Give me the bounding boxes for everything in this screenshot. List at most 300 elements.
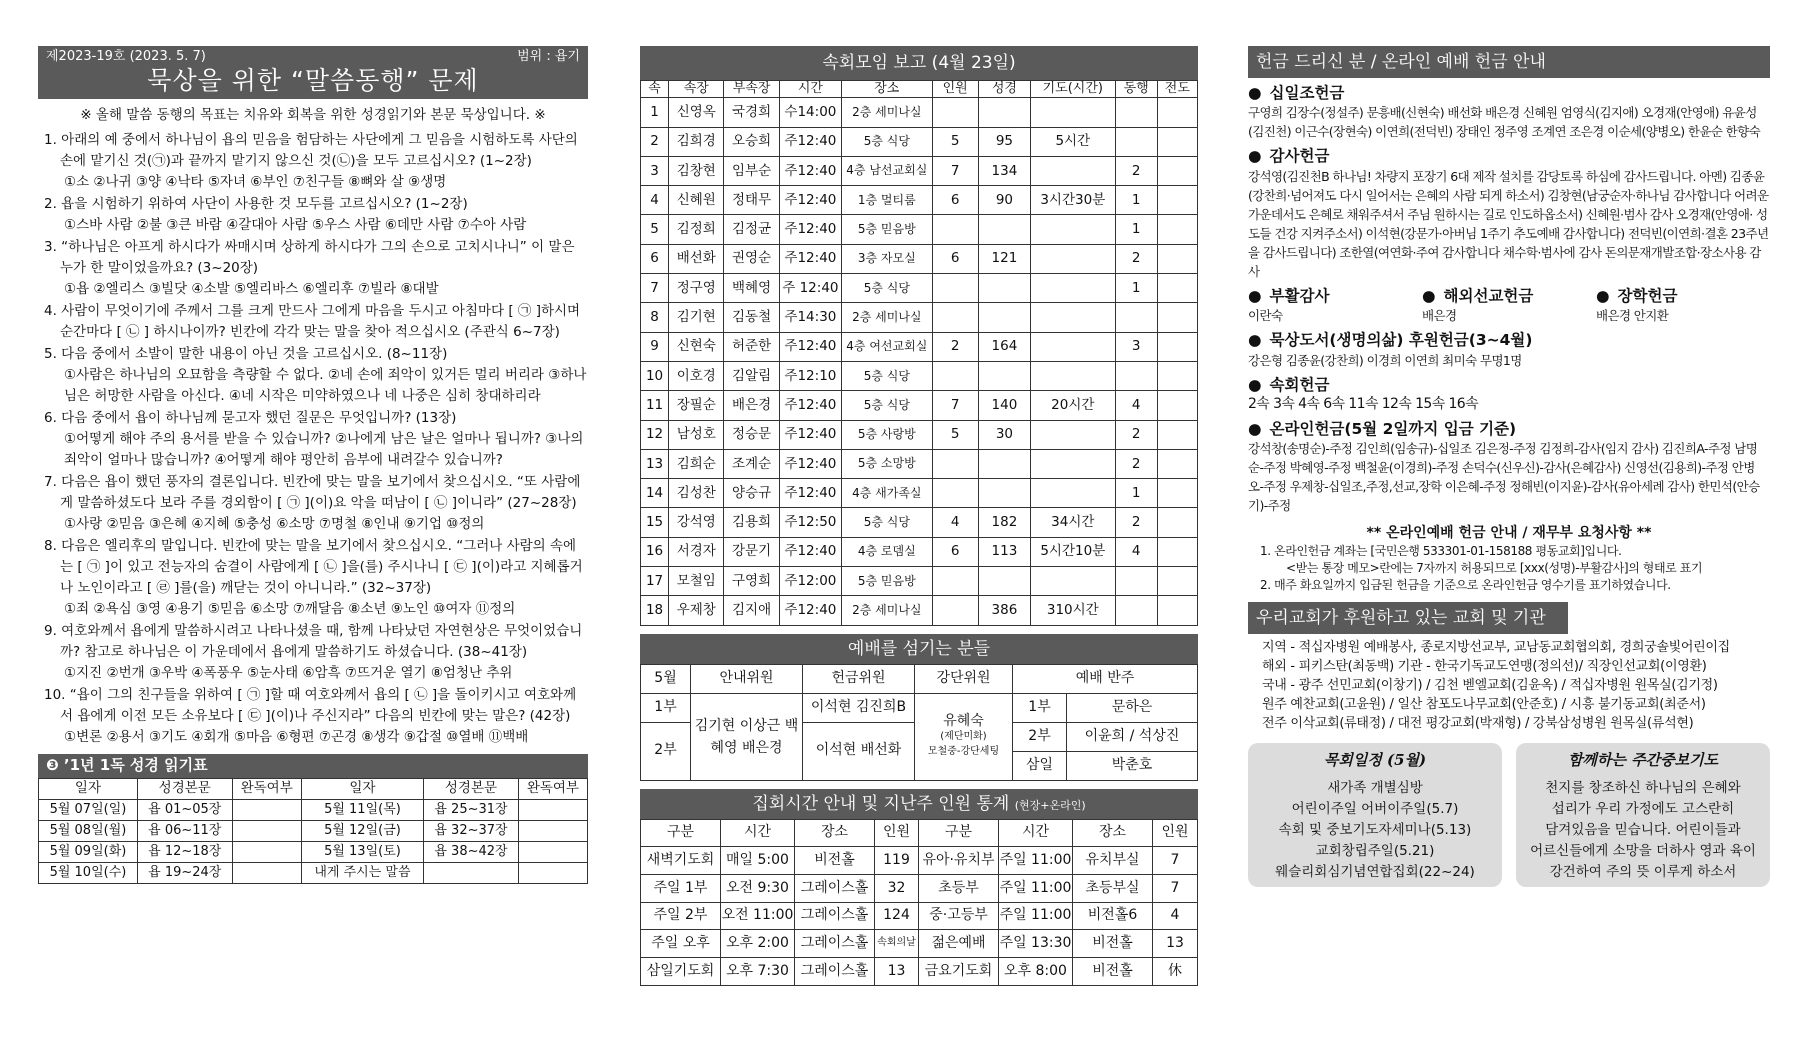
stats-title-bar <box>640 789 1198 819</box>
acc2-label: 2부 <box>1013 722 1067 751</box>
report-cell <box>1157 537 1197 566</box>
report-cell: 1 <box>1115 274 1157 303</box>
thanks-names: 강석영(김진천B 하나님! 차량지 포장기 6대 제작 설치를 감당토록 하심에 감사드립니다. 아멘) 김종윤(강찬희·넘어져도 다시 일어서는 은혜의 사람 되게 하소서) 김창현(남궁순자·하나님 감사합니다 어려운 가운데서도 은혜로 채워주셔서 주님 원하시는 길로 인도하옵소서) 신혜원·범사 감사 오경재(안영애· 성도들 건강 지켜주소서) 이석현(강문가·아버님 1주기 추도예배 감사합니다) 전덕빈(이연희·결혼 23주년을 감사드립니다) 조한열(여연화·주여 감사합니다 채수학·범사에 감사 돈의문재개발조합·장소사용 감사 <box>1248 168 1769 279</box>
report-cell: 5층 믿음방 <box>842 567 932 596</box>
report-cell: 수14:00 <box>779 98 841 127</box>
resurrection-names: 이란숙 <box>1248 308 1283 324</box>
guide-names: 김기현 이상근 백혜영 배은경 <box>691 693 803 780</box>
reading-row <box>39 820 588 841</box>
report-cell <box>1157 156 1197 185</box>
stats-cell: 오전 11:00 <box>721 902 795 930</box>
question-text: 6. 다음 중에서 욥이 하나님께 묻고자 했던 질문은 무엇입니까? (13장) <box>44 409 457 426</box>
report-cell <box>1157 274 1197 303</box>
question-text: 5. 다음 중에서 소발이 말한 내용이 아닌 것을 고르십시오. (8~11장) <box>44 345 448 362</box>
report-cell <box>1157 186 1197 215</box>
report-header: 장소 <box>842 81 932 98</box>
stats-cell: 초등부실 <box>1073 874 1153 902</box>
guide-header: 안내위원 <box>691 664 803 693</box>
stats-header: 구분 <box>919 819 999 847</box>
reading-cell: 5월 09일(화) <box>39 841 138 862</box>
report-cell: 5층 식당 <box>842 361 932 390</box>
acc1-name: 문하은 <box>1067 693 1198 722</box>
acc3-name: 박춘호 <box>1067 751 1198 780</box>
stats-header: 시간 <box>721 819 795 847</box>
report-cell: 배선화 <box>669 244 724 273</box>
report-row <box>641 420 1198 449</box>
report-cell <box>1157 98 1197 127</box>
stats-cell: 오후 7:30 <box>721 958 795 986</box>
stats-note: (현장+온라인) <box>1014 798 1086 812</box>
report-cell <box>1031 420 1115 449</box>
report-row <box>641 567 1198 596</box>
stats-cell: 오후 8:00 <box>999 958 1073 986</box>
report-row <box>641 186 1198 215</box>
report-cell: 10 <box>641 361 669 390</box>
report-cell: 김지애 <box>724 596 779 625</box>
report-cell <box>1115 303 1157 332</box>
question-options: ①소 ②나귀 ③양 ④낙타 ⑤자녀 ⑥부인 ⑦친구들 ⑧뼈와 살 ⑨생명 <box>64 173 447 190</box>
question-options: ①사랑 ②믿음 ③은혜 ④지혜 ⑤충성 ⑥소망 ⑦명철 ⑧인내 ⑨기업 ⑩정의 <box>64 515 485 532</box>
report-cell: 주12:40 <box>779 537 841 566</box>
stats-cell: 속회의날 <box>875 930 919 958</box>
report-cell: 4층 로뎀실 <box>842 537 932 566</box>
stats-row <box>641 847 1198 875</box>
question-options: ①욥 ②엘리스 ③빌닷 ④소발 ⑤엘리바스 ⑥엘리후 ⑦빌라 ⑧대발 <box>64 280 439 297</box>
report-cell: 1층 멀티룸 <box>842 186 932 215</box>
support-line: 지역 - 적십자병원 예배봉사, 종로지방선교부, 교남동교회협의회, 경희궁솔빛어린이집 <box>1262 639 1730 655</box>
scholarship-names: 배은경 안지환 <box>1596 308 1669 324</box>
reading-cell <box>518 799 587 820</box>
report-cell: 국경희 <box>724 98 779 127</box>
report-cell: 15 <box>641 508 669 537</box>
thanks-heading: ● 감사헌금 <box>1248 147 1770 166</box>
schedule-line: 웨슬리회심기념연합집회(22~24) <box>1275 863 1475 880</box>
report-cell: 386 <box>978 596 1030 625</box>
report-cell: 백혜영 <box>724 274 779 303</box>
support-line: 전주 이삭교회(류태정) / 대전 평강교회(박재형) / 강북삼성병원 원목실(류석현) <box>1262 715 1694 731</box>
report-cell: 2 <box>1115 156 1157 185</box>
report-cell <box>978 449 1030 478</box>
report-cell: 주12:40 <box>779 186 841 215</box>
cell-offering-heading: ● 속회헌금 <box>1248 376 1770 395</box>
report-cell: 7 <box>641 274 669 303</box>
report-cell: 95 <box>978 127 1030 156</box>
report-cell: 서경자 <box>669 537 724 566</box>
report-cell: 6 <box>932 244 978 273</box>
report-cell: 20시간 <box>1031 391 1115 420</box>
reading-cell: 욥 38~42장 <box>424 841 519 862</box>
offering-title: 헌금 드리신 분 / 온라인 예배 헌금 안내 <box>1248 46 1770 78</box>
support-line: 원주 예찬교회(고윤원) / 일산 참포도나무교회(안준호) / 시흥 불기동교회(최준서) <box>1262 696 1706 712</box>
mission-names: 배은경 <box>1422 308 1457 324</box>
stats-header: 구분 <box>641 819 721 847</box>
stats-cell: 비전홀 <box>1073 958 1153 986</box>
report-cell: 주12:40 <box>779 244 841 273</box>
stats-cell: 주일 11:00 <box>999 902 1073 930</box>
reading-plan-title: ❸ ’1년 1독 성경 읽기표 <box>38 754 588 778</box>
question-options: ①스바 사람 ②불 ③큰 바람 ④갈대아 사람 ⑤우스 사람 ⑥데만 사람 ⑦수아 사람 <box>64 216 527 233</box>
report-cell <box>978 274 1030 303</box>
report-cell <box>1157 361 1197 390</box>
report-cell: 김용희 <box>724 508 779 537</box>
report-header: 인원 <box>932 81 978 98</box>
service-2: 2부 <box>641 722 691 780</box>
report-cell: 5층 식당 <box>842 127 932 156</box>
cell-report-table <box>640 80 1198 626</box>
stats-cell: 비전홀6 <box>1073 902 1153 930</box>
report-cell: 6 <box>932 186 978 215</box>
reading-header: 완독여부 <box>518 778 587 799</box>
question-options: ①죄 ②욕심 ③영 ④용기 ⑤믿음 ⑥소망 ⑦깨달음 ⑧소년 ⑨노인 ⑩여자 ⑪정의 <box>64 600 516 617</box>
reading-cell <box>232 799 301 820</box>
report-cell: 정구영 <box>669 274 724 303</box>
report-cell: 장필순 <box>669 391 724 420</box>
report-cell <box>1157 244 1197 273</box>
acc2-name: 이윤희 / 석상진 <box>1067 722 1198 751</box>
stats-cell: 주일 1부 <box>641 874 721 902</box>
report-cell <box>1031 567 1115 596</box>
prayer-line: 천지를 창조하신 하나님의 은혜와 <box>1545 779 1741 796</box>
accompanist-header: 예배 반주 <box>1013 664 1198 693</box>
altar-note2: 모철중-강단세팅 <box>927 746 1000 758</box>
question-options: ①사람은 하나님의 오묘함을 측량할 수 없다. ②네 손에 죄악이 있거든 멀리 버리라 ③하나님은 허망한 사람을 아신다. ④네 시작은 미약하였으나 네 나중은 심히 창대하리라 <box>64 366 587 404</box>
report-row <box>641 479 1198 508</box>
altar-name: 유혜숙 <box>943 713 984 730</box>
reading-cell: 5월 08일(월) <box>39 820 138 841</box>
altar-cell <box>915 693 1013 780</box>
mission-heading: ● 해외선교헌금 <box>1422 287 1596 306</box>
reading-cell <box>232 862 301 883</box>
stats-header: 장소 <box>795 819 875 847</box>
report-cell <box>932 567 978 596</box>
report-cell: 허준한 <box>724 332 779 361</box>
report-row <box>641 537 1198 566</box>
report-cell: 주12:40 <box>779 420 841 449</box>
notice-title: ** 온라인예배 헌금 안내 / 재무부 요청사항 ** <box>1366 525 1652 542</box>
report-cell: 주14:30 <box>779 303 841 332</box>
stats-cell: 초등부 <box>919 874 999 902</box>
meditation-header <box>38 46 588 99</box>
report-cell: 6 <box>641 244 669 273</box>
reading-header: 성경본문 <box>137 778 232 799</box>
stats-header: 인원 <box>1153 819 1198 847</box>
report-cell: 김희순 <box>669 449 724 478</box>
report-cell <box>1157 332 1197 361</box>
report-cell: 5층 소망방 <box>842 449 932 478</box>
report-cell: 5 <box>641 215 669 244</box>
report-header: 동행 <box>1115 81 1157 98</box>
report-header: 속장 <box>669 81 724 98</box>
report-cell: 6 <box>932 537 978 566</box>
report-cell: 주12:40 <box>779 479 841 508</box>
reading-cell: 5월 10일(수) <box>39 862 138 883</box>
reading-cell <box>518 820 587 841</box>
report-cell <box>1157 391 1197 420</box>
stats-cell: 13 <box>875 958 919 986</box>
report-cell: 임부순 <box>724 156 779 185</box>
stats-cell: 오후 2:00 <box>721 930 795 958</box>
column-meditation <box>38 46 588 884</box>
scope-label: 범위 : 욥기 <box>517 49 580 64</box>
meditation-intro: ※ 올해 말씀 동행의 목표는 치유와 회복을 위한 성경읽기와 본문 묵상입니다. ※ <box>80 107 546 123</box>
report-cell: 5층 식당 <box>842 391 932 420</box>
reading-cell: 5월 07일(일) <box>39 799 138 820</box>
report-cell: 1 <box>1115 479 1157 508</box>
stats-row <box>641 958 1198 986</box>
prayer-box <box>1516 743 1770 887</box>
stats-cell: 124 <box>875 902 919 930</box>
report-cell: 김희경 <box>669 127 724 156</box>
tithe-names: 구영희 김장수(정설주) 문흥배(신현숙) 배선화 배은경 신혜원 엄영식(김지애) 오경재(안영애) 유윤성(김진천) 이근수(장현숙) 이연희(전덕빈) 장태인 정주영 조계연 조은경 이순세(양병오) 한윤순 한향숙 <box>1248 105 1761 140</box>
stats-cell: 주일 13:30 <box>999 930 1073 958</box>
stats-cell: 젊은예배 <box>919 930 999 958</box>
question-item <box>38 408 588 471</box>
report-cell: 5층 믿음방 <box>842 215 932 244</box>
stats-cell: 그레이스홀 <box>795 930 875 958</box>
question-item <box>38 237 588 300</box>
question-text: 4. 사람이 무엇이기에 주께서 그를 크게 만드사 그에게 마음을 두시고 아침마다 [ ㉠ ]하시며 순간마다 [ ㉡ ] 하시나이까? 빈칸에 각각 맞는 말을 찾아 적으십시오 (주관식 6~7장) <box>44 302 581 340</box>
stats-cell: 삼일기도회 <box>641 958 721 986</box>
report-cell: 7 <box>932 391 978 420</box>
stats-cell: 주일 11:00 <box>999 847 1073 875</box>
small-offerings <box>1248 287 1770 325</box>
report-cell: 2층 세미나실 <box>842 98 932 127</box>
question-options: ①어떻게 해야 주의 용서를 받을 수 있습니까? ②나에게 남은 날은 얼마나 됩니까? ③나의 죄악이 얼마나 많습니까? ④어떻게 해야 평안히 음부에 내려갈수 있습니까? <box>64 430 584 468</box>
report-header: 부속장 <box>724 81 779 98</box>
report-cell: 1 <box>1115 215 1157 244</box>
online-offering-heading: ● 온라인헌금(5월 2일까지 입금 기준) <box>1248 420 1770 439</box>
report-cell <box>1115 567 1157 596</box>
report-cell <box>978 303 1030 332</box>
report-row <box>641 215 1198 244</box>
reading-cell: 5월 11일(목) <box>301 799 423 820</box>
report-cell: 1 <box>1115 186 1157 215</box>
report-cell <box>1031 98 1115 127</box>
report-cell: 4층 여선교회실 <box>842 332 932 361</box>
report-cell <box>1031 479 1115 508</box>
report-cell: 7 <box>932 156 978 185</box>
report-cell: 113 <box>978 537 1030 566</box>
schedule-line: 어린이주일 어버이주일(5.7) <box>1291 800 1459 817</box>
report-cell <box>978 215 1030 244</box>
report-cell: 2 <box>1115 508 1157 537</box>
report-cell: 조계순 <box>724 449 779 478</box>
report-cell: 3시간30분 <box>1031 186 1115 215</box>
report-cell <box>932 449 978 478</box>
report-cell: 4 <box>1115 391 1157 420</box>
reading-cell <box>232 820 301 841</box>
report-cell <box>1157 449 1197 478</box>
stats-header: 장소 <box>1073 819 1153 847</box>
report-row <box>641 303 1198 332</box>
report-row <box>641 127 1198 156</box>
reading-header: 일자 <box>301 778 423 799</box>
reading-cell: 욥 06~11장 <box>137 820 232 841</box>
report-cell <box>932 479 978 508</box>
report-cell <box>1115 127 1157 156</box>
schedule-line: 새가족 개별심방 <box>1327 779 1423 796</box>
report-cell: 구영희 <box>724 567 779 596</box>
stats-cell: 오전 9:30 <box>721 874 795 902</box>
reading-header: 일자 <box>39 778 138 799</box>
stats-title: 집회시간 안내 및 지난주 인원 통계 <box>752 793 1010 814</box>
report-cell <box>932 361 978 390</box>
issue-number: 제2023-19호 (2023. 5. 7) <box>46 49 206 64</box>
report-cell <box>1115 596 1157 625</box>
reading-cell: 5월 12일(금) <box>301 820 423 841</box>
stats-cell: 비전홀 <box>1073 930 1153 958</box>
ministers-title: 예배를 섬기는 분들 <box>640 634 1198 664</box>
report-row <box>641 98 1198 127</box>
report-cell: 14 <box>641 479 669 508</box>
cell-offering-list: 2속 3속 4속 6속 11속 12속 15속 16속 <box>1248 395 1479 412</box>
stats-cell: 매일 5:00 <box>721 847 795 875</box>
prayer-line: 어르신들에게 소망을 더하사 영과 육이 <box>1530 842 1756 859</box>
schedule-line: 속회 및 중보기도자세미나(5.13) <box>1278 821 1472 838</box>
book-heading: ● 묵상도서(생명의삶) 후원헌금(3~4월) <box>1248 331 1770 350</box>
stats-cell: 7 <box>1153 874 1198 902</box>
report-cell: 주12:40 <box>779 596 841 625</box>
report-cell: 주12:40 <box>779 215 841 244</box>
report-cell: 5층 식당 <box>842 274 932 303</box>
stats-cell: 유아·유치부 <box>919 847 999 875</box>
reading-cell: 욥 32~37장 <box>424 820 519 841</box>
report-cell <box>978 361 1030 390</box>
prayer-line: 담겨있음을 믿습니다. 어린이들과 <box>1545 821 1741 838</box>
prayer-title: 함께하는 주간중보기도 <box>1567 750 1719 769</box>
report-cell <box>1157 420 1197 449</box>
offering-1: 이석현 김진희B <box>803 693 915 722</box>
report-cell: 3 <box>1115 332 1157 361</box>
stats-cell: 119 <box>875 847 919 875</box>
report-cell: 주12:40 <box>779 391 841 420</box>
report-cell: 4 <box>932 508 978 537</box>
report-cell: 주12:40 <box>779 332 841 361</box>
report-cell: 13 <box>641 449 669 478</box>
report-cell <box>1031 449 1115 478</box>
report-cell: 김알림 <box>724 361 779 390</box>
stats-header: 인원 <box>875 819 919 847</box>
report-cell <box>1031 215 1115 244</box>
notice-1b: <받는 통장 메모>란에는 7자까지 허용되므로 [xxx(성명)-부활감사]의 형태로 표기 <box>1286 560 1703 575</box>
report-cell: 4 <box>641 186 669 215</box>
notice-1: 1. 온라인헌금 계좌는 [국민은행 533301-01-158188 평동교회]입니다. <box>1260 543 1622 558</box>
stats-cell: 13 <box>1153 930 1198 958</box>
scholarship-heading: ● 장학헌금 <box>1596 287 1770 306</box>
reading-cell <box>518 841 587 862</box>
report-cell: 5시간10분 <box>1031 537 1115 566</box>
ministers-table <box>640 664 1198 781</box>
reading-cell: 욥 12~18장 <box>137 841 232 862</box>
book-names: 강은형 김종윤(강찬희) 이경희 이연희 최미숙 무명1명 <box>1248 352 1522 368</box>
report-row <box>641 332 1198 361</box>
month-header: 5월 <box>641 664 691 693</box>
meeting-stats-table <box>640 819 1198 986</box>
tithe-heading: ● 십일조헌금 <box>1248 84 1770 103</box>
report-cell: 2 <box>1115 449 1157 478</box>
question-item <box>38 621 588 684</box>
report-cell <box>978 98 1030 127</box>
stats-row <box>641 930 1198 958</box>
offering-header: 헌금위원 <box>803 664 915 693</box>
report-cell: 오승희 <box>724 127 779 156</box>
acc3-label: 삼일 <box>1013 751 1067 780</box>
service-1: 1부 <box>641 693 691 722</box>
report-cell: 3층 자모실 <box>842 244 932 273</box>
report-cell <box>1157 215 1197 244</box>
column-reports <box>640 46 1198 986</box>
report-cell: 310시간 <box>1031 596 1115 625</box>
info-boxes <box>1248 743 1770 887</box>
report-cell: 주 12:40 <box>779 274 841 303</box>
report-cell: 2층 세미나실 <box>842 303 932 332</box>
reading-cell: 내게 주시는 말씀 <box>301 862 423 883</box>
report-cell: 주12:10 <box>779 361 841 390</box>
stats-cell: 4 <box>1153 902 1198 930</box>
report-cell <box>932 274 978 303</box>
report-cell: 5 <box>932 420 978 449</box>
meditation-title: 묵상을 위한 “말씀동행” 문제 <box>147 66 479 95</box>
report-cell <box>932 596 978 625</box>
report-cell: 권영순 <box>724 244 779 273</box>
report-cell <box>1157 508 1197 537</box>
question-text: 2. 욥을 시험하기 위하여 사단이 사용한 것 모두를 고르십시오? (1~2장) <box>44 195 468 212</box>
stats-cell: 주일 오후 <box>641 930 721 958</box>
report-cell: 신혜원 <box>669 186 724 215</box>
stats-cell: 주일 11:00 <box>999 874 1073 902</box>
report-cell <box>1031 244 1115 273</box>
report-cell <box>978 479 1030 508</box>
report-cell: 주12:40 <box>779 127 841 156</box>
report-cell: 우제창 <box>669 596 724 625</box>
report-cell: 4 <box>1115 537 1157 566</box>
report-cell: 김정희 <box>669 215 724 244</box>
report-cell: 김창현 <box>669 156 724 185</box>
report-header: 시간 <box>779 81 841 98</box>
report-cell: 2 <box>1115 244 1157 273</box>
report-cell: 11 <box>641 391 669 420</box>
report-cell: 8 <box>641 303 669 332</box>
report-cell: 17 <box>641 567 669 596</box>
cell-report-title: 속회모임 보고 (4월 23일) <box>640 46 1198 80</box>
online-offering-names: 강석창(송명순)-주정 김인희(임송규)-십일조 김은정-주정 김정희-감사(임지 감사) 김진희A-주정 남명순-주정 박혜영-주정 백철윤(이경희)-주정 손덕수(신우신)-감사(은혜감사) 신영선(김용희)-주정 안병오-주정 우제창-십일조,주정,선교,장학 이은혜-주정 정해빈(이지윤)-감사(유아세례 감사) 한민석(안승기)-주정 <box>1248 441 1760 514</box>
reading-cell: 욥 19~24장 <box>137 862 232 883</box>
report-cell <box>932 215 978 244</box>
reading-plan-table <box>38 778 588 884</box>
stats-cell: 7 <box>1153 847 1198 875</box>
report-cell: 3 <box>641 156 669 185</box>
report-row <box>641 508 1198 537</box>
report-cell: 양승규 <box>724 479 779 508</box>
reading-cell <box>232 841 301 862</box>
reading-cell <box>424 862 519 883</box>
report-cell <box>1031 156 1115 185</box>
report-row <box>641 449 1198 478</box>
report-cell: 134 <box>978 156 1030 185</box>
report-cell: 140 <box>978 391 1030 420</box>
support-line: 국내 - 광주 선민교회(이창기) / 김천 벧엘교회(김윤옥) / 적십자병원 원목실(김기정) <box>1262 677 1718 693</box>
report-cell: 164 <box>978 332 1030 361</box>
stats-cell: 32 <box>875 874 919 902</box>
stats-cell: 그레이스홀 <box>795 874 875 902</box>
stats-cell: 유치부실 <box>1073 847 1153 875</box>
report-row <box>641 274 1198 303</box>
question-item <box>38 130 588 193</box>
question-text: 1. 아래의 예 중에서 하나님이 욥의 믿음을 험담하는 사단에게 그 믿음을 시험하도록 사단의 손에 맡기신 것(㉠)과 끝까지 맡기지 않으신 것(㉡)을 모두 고르십시오? (1~2장) <box>44 131 578 169</box>
report-row <box>641 596 1198 625</box>
report-cell <box>1031 332 1115 361</box>
report-cell: 정승문 <box>724 420 779 449</box>
